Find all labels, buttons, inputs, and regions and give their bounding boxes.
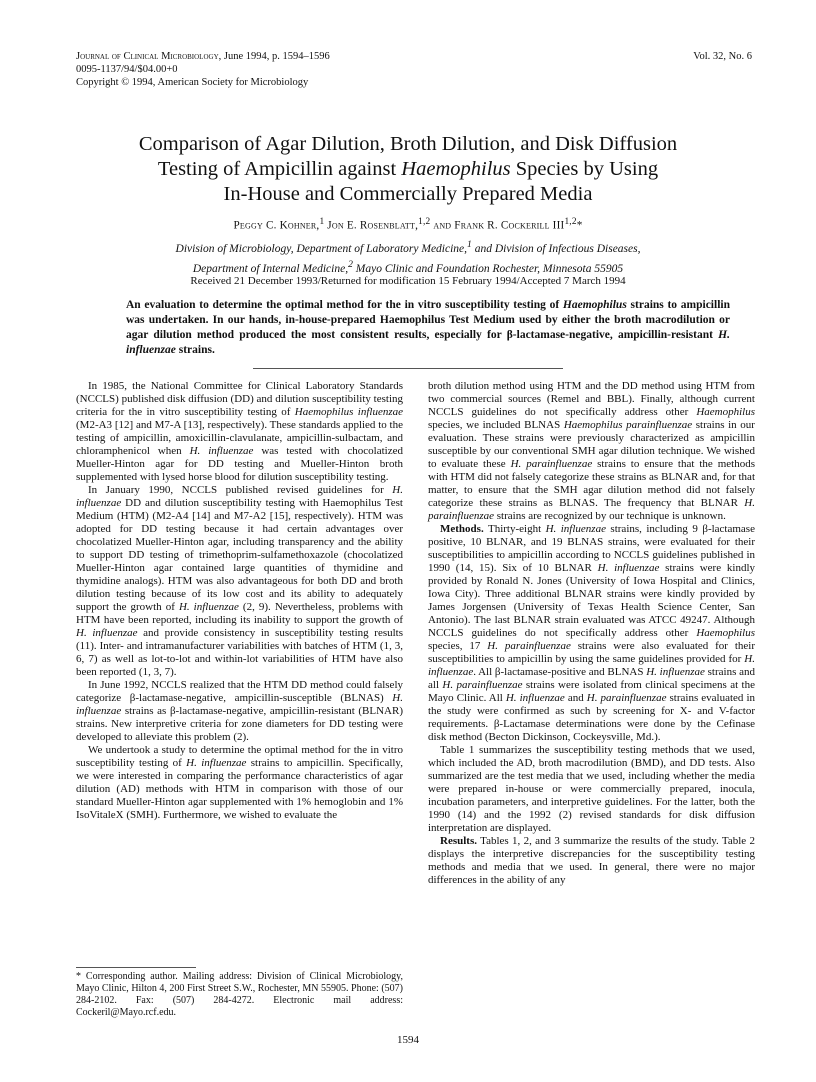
results-heading: Results.	[440, 835, 477, 847]
paragraph: broth dilution method using HTM and the DD method using HTM from two commercial sources (Remel and BBL). Finally, although current NCCLS guidelines do not specifically address other Haemophilus species, we included BLNAS Haemophilus parainfluenzae strains in our evaluation. These strains were previously characterized as ampicillin susceptible by our conventional SMH agar dilution technique. We wished to evaluate these H. parainfluenzae strains to ensure that the methods with HTM did not falsely categorize these strains as BLNAR and, for that matter, to ensure that the SMH agar dilution method did not falsely categorize these strains as BLNAS. The frequency that BLNAR H. parainfluenzae strains are recognized by our technique is unknown.	[428, 380, 755, 522]
running-header	[76, 50, 556, 89]
citation: , June 1994, p. 1594–1596	[218, 51, 330, 62]
issn: 0095-1137/94/$04.00+0	[76, 64, 178, 75]
abstract-divider	[253, 368, 563, 369]
paragraph: In 1985, the National Committee for Clinical Laboratory Standards (NCCLS) published disk diffusion (DD) and dilution susceptibility testing criteria for the in vitro susceptibility testing of Haemophilus influenzae (M2-A3 [12] and M7-A [13], respectively). These standards applied to the testing of ampicillin, amoxicillin-clavulanate, ampicillin-sulbactam, and chloramphenicol when H. influenzae was tested with chocolatized Mueller-Hinton agar for DD testing and Mueller-Hinton broth supplemented with lysed horse blood for dilution susceptibility testing.	[76, 380, 403, 483]
paragraph-results: Results. Tables 1, 2, and 3 summarize the results of the study. Table 2 displays the interpretive discrepancies for the susceptibility testing methods and media that we used. In general, there were no major differences in the ability of any	[428, 835, 755, 886]
paragraph: In January 1990, NCCLS published revised guidelines for H. influenzae DD and dilution susceptibility testing with Haemophilus Test Medium (HTM) (M2-A4 [14] and M7-A2 [15], respectively). HTM was adopted for DD testing because it had certain advantages over chocolatized Mueller-Hinton agar, including transparency and the ability to support DD testing of trimethoprim-sulfamethoxazole (chocolatized Mueller-Hinton agar contained large quantities of thymidine and thymidine analogs). HTM was also advantageous for both DD and broth dilution testing because of its low cost and its ability to adequately support the growth of H. influenzae (2, 9). Nevertheless, problems with HTM have been reported, including its inability to support the growth of H. influenzae and provide consistency in susceptibility testing results (11). Inter- and intramanufacturer variabilities with batches of HTM (1, 3, 6, 7) as well as lot-to-lot and within-lot variabilities of HTM have also been reported (1, 3, 7).	[76, 484, 403, 678]
page-number: 1594	[397, 1034, 419, 1046]
abstract: An evaluation to determine the optimal method for the in vitro susceptibility testing of Haemophilus strains to ampicillin was undertaken. In our hands, in-house-prepared Haemophilus Test Medium used by either the broth macrodilution or agar dilution method produced the most consistent results, especially for β-lactamase-negative, ampicillin-resistant H. influenzae strains.	[126, 299, 730, 356]
paragraph-methods: Methods. Thirty-eight H. influenzae strains, including 9 β-lactamase positive, 10 BLNAR, and 19 BLNAS strains, were evaluated for their susceptibilities to ampicillin according to NCCLS guidelines published in 1990 (14, 15). Six of 10 BLNAR H. influenzae strains were kindly provided by Ronald N. Jones (University of Iowa Hospital and Clinics, Iowa City). Three additional BLNAR strains were kindly provided by James Jorgensen (University of Texas Health Science Center, San Antonio). The last BLNAR strain evaluated was ATCC 49247. Although NCCLS guidelines do not specifically address other Haemophilus species, 17 H. parainfluenzae strains were also evaluated for their susceptibilities to ampicillin by using the same guidelines provided for H. influenzae. All β-lactamase-positive and BLNAS H. influenzae strains and all H. parainfluenzae strains were isolated from clinical specimens at the Mayo Clinic. All H. influenzae and H. parainfluenzae strains evaluated in the study were confirmed as such by screening for X- and V-factor requirements. β-Lactamase determinations were done by the Cefinase disk method (Becton Dickinson, Cockeysville, Md.).	[428, 523, 756, 743]
article-title: Comparison of Agar Dilution, Broth Dilution, and Disk Diffusion Testing of Ampicillin against Haemophilus Species by Using In-House and Commercially Prepared Media	[138, 133, 678, 205]
received-dates: Received 21 December 1993/Returned for modification 15 February 1994/Accepted 7 March 1994	[190, 275, 626, 287]
body-column-right	[428, 380, 755, 887]
affiliation: Division of Microbiology, Department of Laboratory Medicine,$^1$ and Division of Infectious Diseases, Department of Internal Medicine,$^2$ Mayo Clinic and Foundation Rochester, Minnesota 55905	[175, 239, 641, 275]
volume-info: Vol. 32, No. 6	[693, 51, 752, 62]
paragraph: Table 1 summarizes the susceptibility testing methods that we used, which included the AD, broth macrodilution (BMD), and DD tests. Also summarized are the test media that we used, including whether the media were prepared in-house or were commercially prepared, inocula, incubation parameters, and interpretive guidelines. For the latter, both the 1990 (14) and the 1992 (2) revised standards for disk diffusion interpretation are displayed.	[428, 744, 755, 834]
journal-name: Journal of Clinical Microbiology	[76, 51, 219, 62]
methods-heading: Methods.	[440, 523, 484, 535]
paragraph: We undertook a study to determine the optimal method for the in vitro susceptibility testing of H. influenzae strains to ampicillin. Specifically, we were interested in comparing the performance characteristics of agar dilution (AD) methods with HTM in comparison with those of our standard Mueller-Hinton agar supplemented with 1% hemoglobin and 1% IsoVitaleX (SMH). Furthermore, we wished to evaluate the	[76, 744, 403, 821]
copyright: Copyright © 1994, American Society for Microbiology	[76, 77, 309, 88]
body-column-left	[76, 380, 403, 822]
corresponding-author-footnote: * Corresponding author. Mailing address: Division of Clinical Microbiology, Mayo Clinic, Hilton 4, 200 First Street S.W., Rochester, MN 55905. Phone: (507) 284-2102. Fax: (507) 284-4272. Electronic mail address: Cockeril@Mayo.rcf.edu.	[76, 971, 403, 1018]
author-list: Peggy C. Kohner,$^1$ Jon E. Rosenblatt,$^{1,2}$ and Frank R. Cockerill III$^{1,2}$*	[233, 217, 583, 232]
footnote-divider	[76, 967, 196, 968]
paragraph: In June 1992, NCCLS realized that the HTM DD method could falsely categorize β-lactamase-negative, ampicillin-susceptible (BLNAS) H. influenzae strains as β-lactamase-negative, ampicillin-resistant (BLNAR) strains. New interpretive criteria for zone diameters for DD testing were developed to alleviate this problem (2).	[76, 679, 403, 743]
